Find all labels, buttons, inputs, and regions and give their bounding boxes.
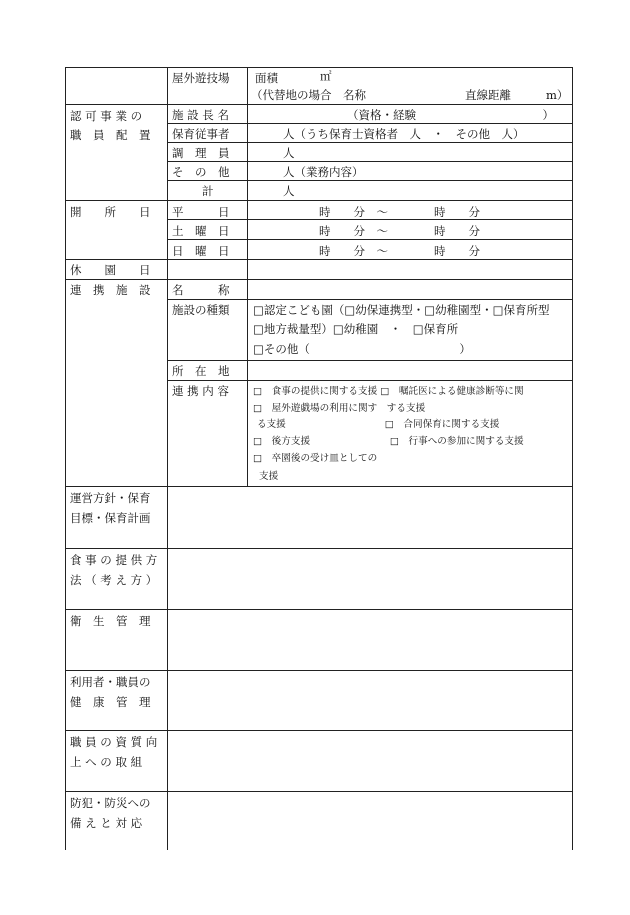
- total-label: 計: [202, 184, 214, 198]
- partner-content-line-4: □ 後方支援 □ 行事への参加に関する支援: [253, 436, 524, 447]
- row-line: [167, 239, 573, 240]
- saturday-value: 時 分 ～ 時 分: [319, 224, 480, 238]
- row-line: [167, 142, 573, 143]
- total-value: 人: [283, 184, 295, 198]
- border-top: [65, 67, 573, 68]
- row-line: [65, 259, 573, 260]
- other-staff-value: 人（業務内容）: [283, 165, 364, 179]
- row-line: [65, 670, 573, 671]
- row-line: [167, 180, 573, 181]
- health-label-2: 健 康 管 理: [70, 695, 151, 709]
- open-days-section-label: 開 所 日: [70, 205, 151, 219]
- partner-type-label: 施設の種類: [172, 303, 230, 317]
- partner-content-label: 連 携 内 容: [172, 384, 229, 398]
- partner-address-label: 所 在 地: [172, 364, 230, 378]
- cook-value: 人: [283, 146, 295, 160]
- partner-content-line-2: □ 屋外遊戯場の利用に関す する支援: [253, 403, 426, 414]
- facility-form: [65, 67, 573, 850]
- other-staff-label: そ の 他: [172, 165, 230, 179]
- partner-type-line-3: □その他（ ）: [253, 342, 471, 356]
- partner-content-line-5: □ 卒園後の受け皿としての: [253, 453, 378, 464]
- meal-label-2: 法 （ 考 え 方 ）: [70, 573, 158, 587]
- director-label: 施 設 長 名: [172, 108, 229, 122]
- row-line: [65, 730, 573, 731]
- row-line: [167, 161, 573, 162]
- border-right: [572, 67, 573, 850]
- row-line: [65, 104, 573, 105]
- saturday-label: 土 曜 日: [172, 224, 230, 238]
- row-line: [167, 123, 573, 124]
- sunday-value: 時 分 ～ 時 分: [319, 244, 480, 258]
- staff-section-label-1: 認 可 事 業 の: [70, 109, 143, 123]
- partner-content-line-6: 支援: [259, 471, 279, 482]
- sunday-label: 日 曜 日: [172, 244, 230, 258]
- row-line: [167, 299, 573, 300]
- row-line: [65, 548, 573, 549]
- meal-label-1: 食 事 の 提 供 方: [70, 553, 158, 567]
- partner-content-line-1: □ 食事の提供に関する支援 □ 嘱託医による健康診断等に関: [253, 386, 524, 397]
- safety-label-1: 防犯・防災への: [70, 796, 151, 810]
- weekday-label: 平 日: [172, 205, 230, 219]
- health-label-1: 利用者・職員の: [70, 675, 151, 689]
- row-line: [65, 791, 573, 792]
- cook-label: 調 理 員: [172, 146, 230, 160]
- outdoor-label: 屋外遊技場: [172, 71, 230, 85]
- row-line: [65, 486, 573, 487]
- alt-site-label: （代替地の場合 名称: [251, 88, 366, 102]
- partner-content-line-3: る支援 □ 合同保育に関する支援: [257, 419, 500, 430]
- row-line: [65, 279, 573, 280]
- partner-type-line-2: □地方裁量型）□幼稚園 ・ □保育所: [253, 322, 459, 336]
- row-line: [167, 219, 573, 220]
- policy-label-1: 運営方針・保育: [70, 491, 151, 505]
- area-label: 面積: [255, 71, 278, 85]
- weekday-value: 時 分 ～ 時 分: [319, 205, 480, 219]
- hygiene-label: 衛 生 管 理: [70, 614, 151, 628]
- distance-label: 直線距離: [465, 88, 511, 102]
- row-line: [167, 380, 573, 381]
- row-line: [65, 609, 573, 610]
- partner-type-line-1: □認定こども園（□幼保連携型・□幼稚園型・□保育所型: [253, 303, 550, 317]
- childcare-staff-value: 人（うち保育士資格者 人 ・ その他 人）: [283, 127, 525, 141]
- director-value: （資格・経験 ）: [347, 108, 554, 122]
- training-label-2: 上 へ の 取 組: [70, 755, 143, 769]
- childcare-staff-label: 保育従事者: [172, 127, 230, 141]
- distance-unit: m）: [546, 88, 569, 102]
- closed-days-section-label: 休 園 日: [70, 263, 151, 277]
- training-label-1: 職 員 の 資 質 向: [70, 735, 158, 749]
- border-left: [65, 67, 66, 850]
- partner-section-label: 連 携 施 設: [70, 283, 151, 297]
- row-line: [65, 200, 573, 201]
- policy-label-2: 目標・保育計画: [70, 511, 151, 525]
- safety-label-2: 備 え と 対 応: [70, 816, 143, 830]
- divider-section: [167, 67, 168, 850]
- area-unit: ㎡: [320, 69, 332, 83]
- divider-label: [247, 67, 248, 486]
- staff-section-label-2: 職 員 配 置: [70, 128, 151, 142]
- partner-name-label: 名 称: [172, 283, 230, 297]
- row-line: [167, 360, 573, 361]
